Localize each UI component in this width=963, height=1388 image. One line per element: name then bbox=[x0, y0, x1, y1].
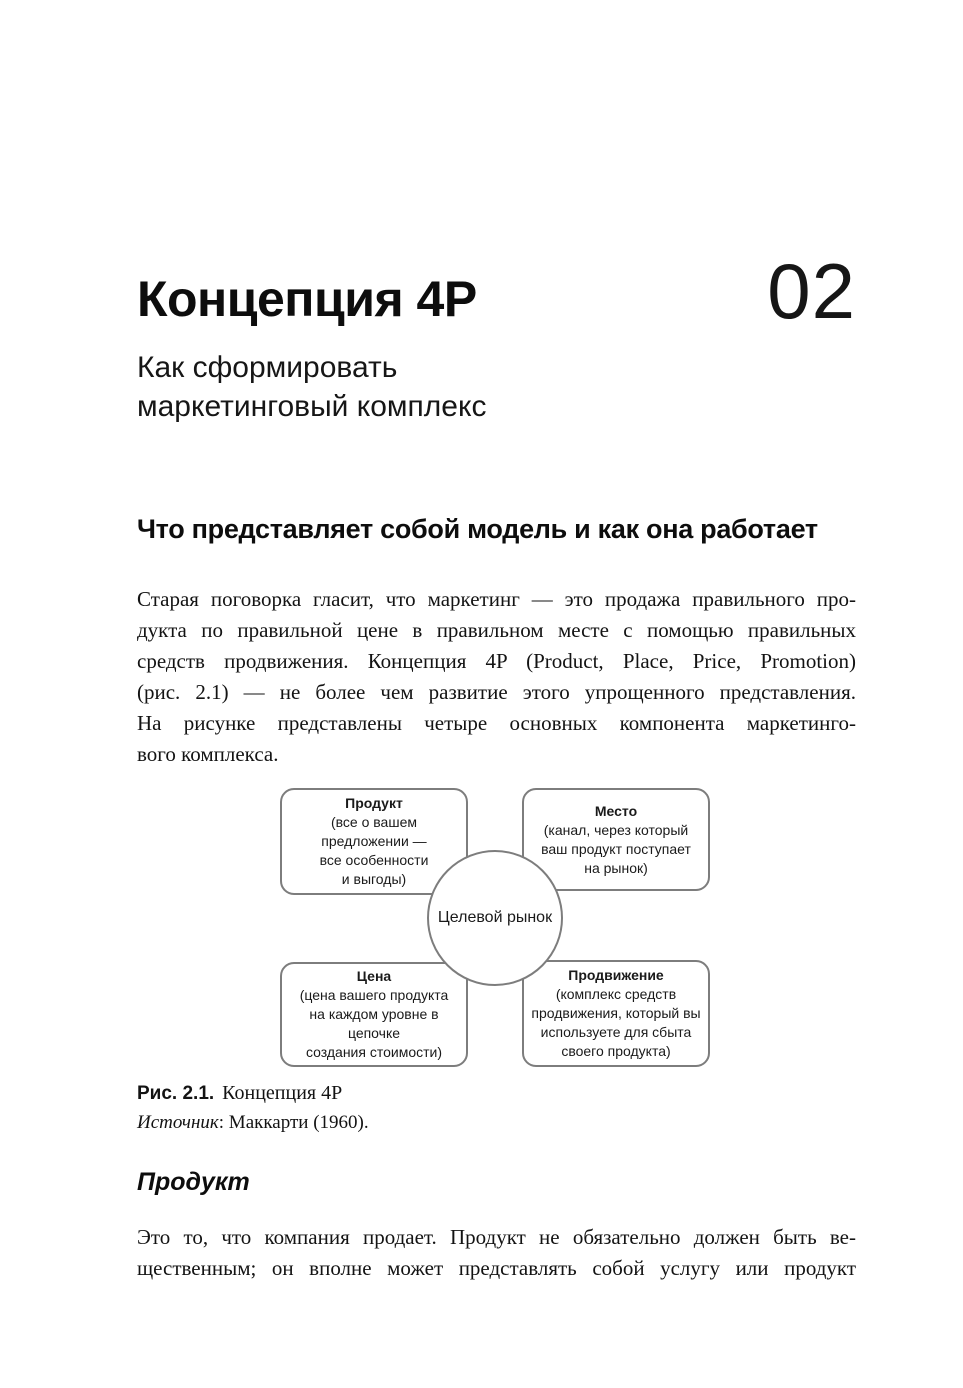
figure-caption-label: Рис. 2.1. bbox=[137, 1083, 215, 1104]
diagram-box-line: на рынок) bbox=[584, 859, 648, 876]
chapter-title: Концепция 4P bbox=[137, 271, 477, 327]
paragraph-line: Старая поговорка гласит, что маркетинг — это продажа правильного про- bbox=[137, 587, 856, 611]
figure-4p-diagram bbox=[280, 788, 710, 1068]
section-heading: Что представляет собой модель и как она работает bbox=[137, 514, 818, 544]
chapter-subtitle bbox=[137, 348, 486, 426]
paragraph-line: дукта по правильной цене в правильном месте с помощью правильных bbox=[137, 618, 856, 642]
diagram-box-line: создания стоимости) bbox=[305, 1044, 443, 1060]
diagram-box-title: Продвижение bbox=[568, 967, 664, 983]
diagram-box-line: все особенности bbox=[319, 852, 429, 868]
diagram-box-line: и выгоды) bbox=[341, 871, 407, 887]
diagram-box-line: используете для сбыта bbox=[540, 1024, 692, 1040]
paragraph-line: Это то, что компания продает. Продукт не обязательно должен быть ве- bbox=[137, 1225, 856, 1249]
figure-source-text: : Маккарти (1960). bbox=[218, 1112, 369, 1133]
diagram-circle-label: Целевой рынок bbox=[437, 909, 553, 926]
paragraph-line: средств продвижения. Концепция 4P (Product, Place, Price, Promotion) bbox=[137, 649, 856, 673]
diagram-box-line: (цена вашего продукта bbox=[299, 987, 449, 1003]
paragraph-line: вого комплекса. bbox=[137, 742, 279, 766]
subsection-heading-product: Продукт bbox=[137, 1168, 250, 1196]
diagram-box-line: (канал, через который bbox=[543, 821, 689, 838]
diagram-box-place bbox=[522, 788, 710, 891]
figure-caption-text: Концепция 4P bbox=[222, 1082, 343, 1104]
chapter-number: 02 bbox=[767, 247, 856, 335]
diagram-box-line: (все о вашем bbox=[330, 814, 417, 830]
diagram-box-promotion bbox=[522, 960, 710, 1067]
diagram-box-title: Продукт bbox=[345, 795, 403, 811]
diagram-target-market-circle bbox=[427, 850, 563, 986]
paragraph-line: На рисунке представлены четыре основных компонента маркетинго- bbox=[137, 711, 856, 735]
diagram-box-price bbox=[280, 962, 468, 1067]
chapter-subtitle-line: Как сформировать bbox=[137, 351, 398, 384]
chapter-subtitle-line: маркетинговый комплекс bbox=[137, 390, 487, 423]
body-paragraph bbox=[137, 584, 856, 770]
body-paragraph bbox=[137, 1222, 856, 1284]
diagram-box-line: продвижения, который вы bbox=[531, 1005, 701, 1021]
figure-source-label: Источник bbox=[137, 1112, 219, 1133]
diagram-box-line: ваш продукт поступает bbox=[541, 840, 691, 857]
paragraph-line: (рис. 2.1) — не более чем развитие этого упрощенного представления. bbox=[137, 680, 856, 704]
figure-source bbox=[137, 1112, 369, 1134]
diagram-box-line: на каждом уровне в цепочке bbox=[309, 1006, 439, 1041]
diagram-box-title: Место bbox=[594, 802, 638, 819]
diagram-box-line: предложении — bbox=[321, 833, 427, 849]
paragraph-line: щественным; он вполне может представлять собой услугу или продукт bbox=[137, 1256, 856, 1280]
diagram-box-line: (комплекс средств bbox=[555, 986, 677, 1002]
diagram-box-line: своего продукта) bbox=[561, 1043, 671, 1059]
figure-caption bbox=[137, 1082, 342, 1105]
diagram-box-title: Цена bbox=[356, 968, 392, 984]
